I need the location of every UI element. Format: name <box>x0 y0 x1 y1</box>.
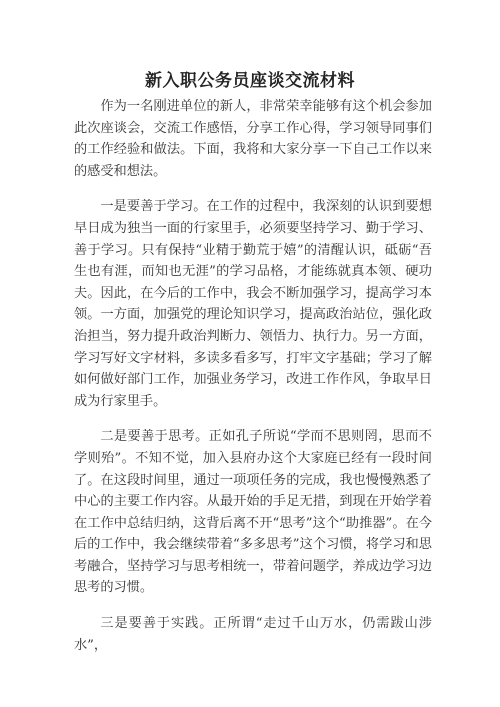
paragraph-practice: 三是要善于实践。正所谓“走过千山万水，仍需跋山涉水”， <box>74 616 432 653</box>
paragraph-think: 二是要善于思考。正如孔子所说“学而不思则罔，思而不学则殆”。不知不觉，加入县府办这个大家庭已经有一段时间了。在这段时间里，通过一项项任务的完成，我也慢慢熟悉了中心的主要工作内容。从最开始的手足无措，到现在开始学着在工作中总结归纳，这背后离不开“思考”这个“助推器”。在今后的工作中，我会继续带着“多多思考”这个习惯，将学习和思考融合，坚持学习与思考相统一，带着问题学，养成边学习边思考的习惯。 <box>74 429 432 596</box>
paragraph-study: 一是要善于学习。在工作的过程中，我深刻的认识到要想早日成为独当一面的行家里手，必须要坚持学习、勤于学习、善于学习。只有保持“业精于勤荒于嬉”的清醒认识，砥砺“吾生也有涯，而知也无涯”的学习品格，才能练就真本领、硬功夫。因此，在今后的工作中，我会不断加强学习，提高学习本领。一方面，加强党的理论知识学习，提高政治站位，强化政治担当，努力提升政治判断力、领悟力、执行力。另一方面，学习写好文字材料，多读多看多写，打牢文字基础；学习了解如何做好部门工作，加强业务学习，改进工作作风，争取早日成为行家里手。 <box>74 199 432 409</box>
document-title: 新入职公务员座谈交流材料 <box>145 71 355 91</box>
paragraph-intro: 作为一名刚进单位的新人，非常荣幸能够有这个机会参加此次座谈会，交流工作感悟，分享工作心得，学习领导同事们的工作经验和做法。下面，我将和大家分享一下自己工作以来的感受和想法。 <box>74 99 432 179</box>
document-body <box>74 96 432 656</box>
